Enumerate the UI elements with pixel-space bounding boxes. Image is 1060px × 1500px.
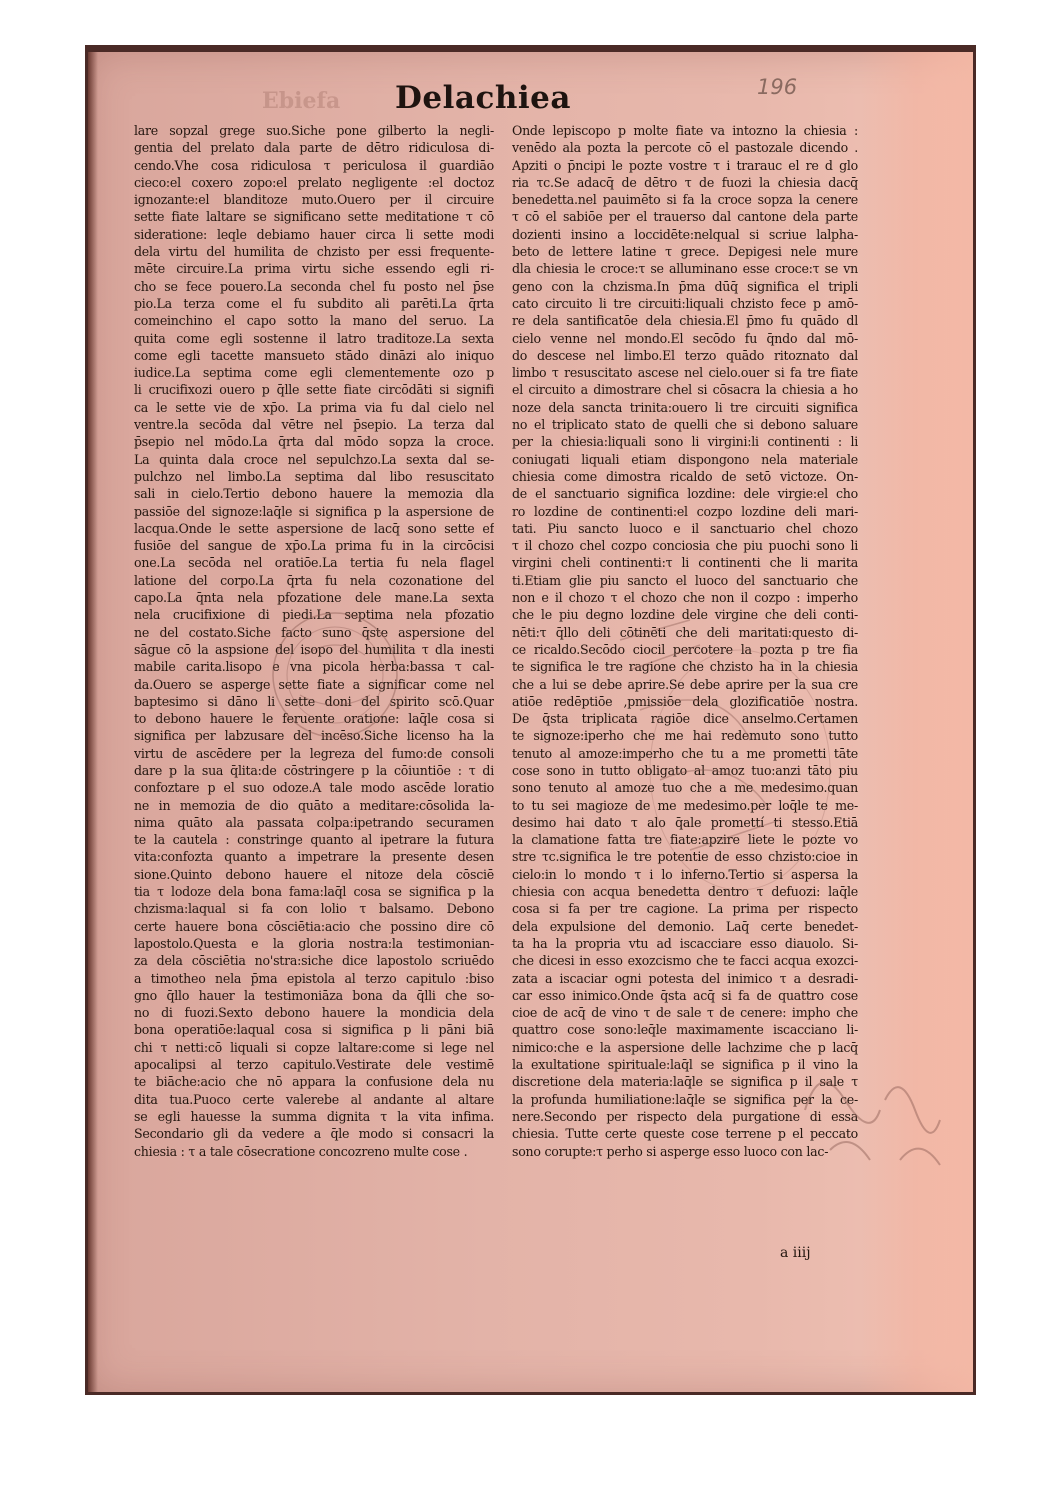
right_column-line: la profunda humiliatione:laq̄le se significa per la ce-	[512, 1091, 858, 1107]
left_column-line: sideratione: leqle debiamo hauer circa li sette modi	[134, 226, 494, 242]
left_column-line: sāgue cō la aspsione del isopo del humilita τ dla inesti	[134, 641, 494, 657]
left_column-line: latione del corpo.La q̄rta fu nela cozonatione del	[134, 572, 494, 588]
right_column-line: che le piu degno lozdine dele virgine che deli conti-	[512, 607, 858, 623]
right_column-line: nimico:che e la aspersione delle lachzime che p lacq̄	[512, 1039, 858, 1055]
left_column-line: ventre.la secōda dal vētre nel p̄sepio. La terza dal	[134, 417, 494, 433]
right_column-line: sono tenuto al amoze tuo che a me medesimo.quan	[512, 780, 858, 796]
left_column-line: ignozante:el blanditoze muto.Ouero per il circuire	[134, 192, 494, 208]
left_column-line: cieco:el coxero zopo:el prelato negligente :el doctoz	[134, 174, 494, 190]
right_column-line: stre τc.significa le tre potentie de esso chzisto:cioe in	[512, 849, 858, 865]
right_column-line: cato circuito li tre circuiti:liquali chzisto fece p amō-	[512, 295, 858, 311]
folio-number: 196	[757, 75, 798, 99]
left_column-line: cendo.Vhe cosa ridiculosa τ periculosa il guardiāo	[134, 157, 494, 173]
right_column-line: quattro cose sono:leq̄le maximamente iscacciano li-	[512, 1022, 858, 1038]
right_column-line: nere.Secondo per rispecto dela purgatione di essa	[512, 1108, 858, 1124]
left_column-line: cho se fece pouero.La seconda chel fu posto nel p̄se	[134, 278, 494, 294]
left_column-line: to debono hauere le feruente oratione: laq̄le cosa si	[134, 711, 494, 727]
right_column-line: cielo venne nel mondo.El secōdo fu q̄ndo dal mō-	[512, 330, 858, 346]
paper-edge-stain	[860, 52, 973, 1392]
right_column-line: non e il chozo τ el chozo che non il cozpo : imperho	[512, 590, 858, 606]
left_column-line: pulchzo nel limbo.La septima dal libo resuscitato	[134, 468, 494, 484]
left_column-line: one.La secōda nel oratiōe.La tertia fu nela flagel	[134, 555, 494, 571]
left_column-line: bona operatiōe:laqual cosa si significa p li pāni biā	[134, 1022, 494, 1038]
left_column-line: sione.Quinto debono hauere el nitoze dela cōsciē	[134, 866, 494, 882]
left_column-line: te biāche:acio che nō appara la confusione dela nu	[134, 1074, 494, 1090]
left_column-line: p̄sepio nel mōdo.La q̄rta dal mōdo sopza la croce.	[134, 434, 494, 450]
left_column-line: mabile carita.lisopo e vna picola herba:bassa τ cal-	[134, 659, 494, 675]
right_column-line: te signoze:iperho che me hai redemuto sono tutto	[512, 728, 858, 744]
show-through-text: Ebiefa	[262, 88, 341, 114]
right_column-line: to tu sei magioze de me medesimo.per loq̄le te me-	[512, 797, 858, 813]
left_column-line: ne del costato.Siche facto suno q̄ste aspersione del	[134, 624, 494, 640]
left_column-line: baptesimo si dāno li sette doni del spirito scō.Quar	[134, 693, 494, 709]
signature-mark: a iiij	[780, 1245, 811, 1261]
left_column-line: La quinta dala croce nel sepulchzo.La sexta dal se-	[134, 451, 494, 467]
left_column-line: virtu de ascēdere per la legreza del fumo:de consoli	[134, 745, 494, 761]
right_column-line: ta ha la propria vtu ad iscacciare esso diauolo. Si-	[512, 935, 858, 951]
right_column-line: cosa si fa per tre cagione. La prima per rispecto	[512, 901, 858, 917]
right_column-line: chiesia. Tutte certe queste cose terrene p el peccato	[512, 1126, 858, 1142]
right_column-line: ti.Etiam glie piu sancto el luoco del sanctuario che	[512, 572, 858, 588]
right_column-line: no el triplicato stato de quelli che si debono saluare	[512, 417, 858, 433]
left_column-line: a timotheo nela p̄ma epistola al terzo capitulo :biso	[134, 970, 494, 986]
right_column-line: la clamatione fatta tre fiate:apzire liete le pozte vo	[512, 832, 858, 848]
right_column-line: re dela santificatōe dela chiesia.El p̄mo fu quādo dl	[512, 313, 858, 329]
right_column-line: te significa le tre ragione che chzisto ha in la chiesia	[512, 659, 858, 675]
left_column-line: gno q̄llo hauer la testimoniāza bona da q̄lli che so-	[134, 987, 494, 1003]
left_column-line: za dela cōsciētia no'stra:siche dice lapostolo scriuēdo	[134, 953, 494, 969]
left_column-line: sette fiate laltare se significano sette meditatione τ cō	[134, 209, 494, 225]
left_column-line: te la cautela : constringe quanto al ipetrare la futura	[134, 832, 494, 848]
right_column-line: chiesia come dimostra ricaldo de setō victoze. On-	[512, 468, 858, 484]
left_column-line: certe hauere bona cōsciētia:acio che possino dire cō	[134, 918, 494, 934]
right_column-line: zata a iscaciar ogni potesta del inimico τ a desradi-	[512, 970, 858, 986]
right_column-line: car esso inimico.Onde q̄sta acq̄ si fa de quattro cose	[512, 987, 858, 1003]
left_column-line: significa per labzusare del incēso.Siche licenso ha la	[134, 728, 494, 744]
right_column-line: che a lui se debe aprire.Se debe aprire per la sua cre	[512, 676, 858, 692]
left_column-line: passiōe del signoze:laq̄le si significa p la aspersione de	[134, 503, 494, 519]
right_column-line: la exultatione spirituale:laq̄l se significa p il vino la	[512, 1057, 858, 1073]
right_column-line: ro lozdine de continenti:el cozpo lozdine deli mari-	[512, 503, 858, 519]
left_column-line: tia τ lodoze dela bona fama:laq̄l cosa se significa p la	[134, 884, 494, 900]
left_column-line: gentia del prelato dala parte de dētro ridiculosa di-	[134, 140, 494, 156]
left_column-line: nela crucifixione di piedi.La septima nela pfozatio	[134, 607, 494, 623]
right_column-line: dozienti insino a loccidēte:nelqual si scriue lalpha-	[512, 226, 858, 242]
left_column-line: li crucifixozi ouero p q̄lle sette fiate circōdāti si signifi	[134, 382, 494, 398]
right_column-line: per la chiesia:liquali sono li virgini:li continenti : li	[512, 434, 858, 450]
right_column-line: noze dela sancta trinita:ouero li tre circuiti significa	[512, 399, 858, 415]
right_column-line: geno con la chzisma.In p̄ma dūq̄ significa el tripli	[512, 278, 858, 294]
right_column-line: chiesia con acqua benedetta dentro τ defuozi: laq̄le	[512, 884, 858, 900]
running-header: Delachiea	[395, 80, 571, 116]
right_column-line: tenuto al amoze:imperho che tu a me prometti tāte	[512, 745, 858, 761]
right_column-line: venēdo ala pozta la percote cō el pastozale dicendo .	[512, 140, 858, 156]
left_column-line: comeinchino el capo sotto la mano del seruo. La	[134, 313, 494, 329]
right_column-line: nēti:τ q̄llo deli cōtinēti che deli maritati:questo di-	[512, 624, 858, 640]
left_column-line: ne in memozia de dio quāto a meditare:cōsolida la-	[134, 797, 494, 813]
left_column-line: lacqua.Onde le sette aspersione de lacq̄ sono sette ef	[134, 520, 494, 536]
left_column-line: fusiōe del sangue de xp̄o.La prima fu in la circōcisi	[134, 538, 494, 554]
right_column-line: coniugati liquali etiam dispongono nela materiale	[512, 451, 858, 467]
left_column-line: se egli hauesse la summa dignita τ la vita infima.	[134, 1108, 494, 1124]
left_column-line: iudice.La septima come egli clementemente ozo p	[134, 365, 494, 381]
paper-binding-shadow	[88, 52, 98, 1392]
right_column-line: De q̄sta triplicata ragiōe dice anselmo.Certamen	[512, 711, 858, 727]
left_column-line: pio.La terza come el fu subdito ali parēti.La q̄rta	[134, 295, 494, 311]
right_column-line: de el sanctuario significa lozdine: dele virgie:el cho	[512, 486, 858, 502]
left_column-line: mēte circuire.La prima virtu siche essendo egli ri-	[134, 261, 494, 277]
left_column-line: quita come egli sostenne il latro traditoze.La sexta	[134, 330, 494, 346]
right_column-line: discretione dela materia:laq̄le se significa p il sale τ	[512, 1074, 858, 1090]
right_column-line: beto de lettere latine τ grece. Depigesi nele mure	[512, 244, 858, 260]
right_column-line: τ cō el sabiōe per el trauerso dal cantone dela parte	[512, 209, 858, 225]
left_column-line: capo.La q̄nta nela pfozatione dele mane.La sexta	[134, 590, 494, 606]
left_column-line: vita:confozta quanto a impetrare la presente desen	[134, 849, 494, 865]
right_column-line: che dicesi in esso exozcismo che te facci acqua exozci-	[512, 953, 858, 969]
left_column-line: chi τ netti:cō liquali si copze laltare:come si lege nel	[134, 1039, 494, 1055]
right-text-column	[512, 122, 858, 1160]
left_column-line: chzisma:laqual si fa con lolio τ balsamo. Debono	[134, 901, 494, 917]
left_column-line: apocalipsi al terzo capitulo.Vestirate dele vestimē	[134, 1057, 494, 1073]
right_column-line: dla chiesia le croce:τ se alluminano esse croce:τ se vn	[512, 261, 858, 277]
right_column-line: tati. Piu sancto luoco e il sanctuario chel chozo	[512, 520, 858, 536]
right_column-line: atiōe redēptiōe ,pmissiōe dela glozificatiōe nostra.	[512, 693, 858, 709]
left_column-line: no di fuozi.Sexto debono hauere la mondicia dela	[134, 1005, 494, 1021]
left_column-line: dare p la sua q̄lita:de cōstringere p la cōiuntiōe : τ di	[134, 762, 494, 778]
left_column-line: ca le sette vie de xp̄o. La prima via fu dal cielo nel	[134, 399, 494, 415]
left_column-line: confoztare p el suo odoze.A tale modo ascēde loratio	[134, 780, 494, 796]
right_column-line: sono corupte:τ perho si asperge esso luoco con lac-	[512, 1143, 829, 1159]
right_column-line: Onde lepiscopo p molte fiate va intozno la chiesia :	[512, 123, 858, 138]
left_column-line: lare sopzal grege suo.Siche pone gilberto la negli-	[134, 123, 494, 138]
right_column-line: benedetta.nel pauimēto si fa la croce sopza la cenere	[512, 192, 858, 208]
left_column-line: Secondario gli da vedere a q̄le modo si consacri la	[134, 1126, 494, 1142]
left_column-line: dita tua.Puoco certe valerebe al andante al altare	[134, 1091, 494, 1107]
left_column-line: come egli tacette mansueto stādo dināzi alo iniquo	[134, 347, 494, 363]
right_column-line: do descese nel limbo.El terzo quādo ritoznato dal	[512, 347, 858, 363]
left_column-line: lapostolo.Questa e la gloria nostra:la testimonian-	[134, 935, 494, 951]
right_column-line: ce ricaldo.Secōdo ciocil percotere la pozta p tre fia	[512, 641, 858, 657]
right_column-line: desimo hai dato τ alo q̄ale promettí ti stesso.Etiā	[512, 814, 858, 830]
right_column-line: cielo:in lo mondo τ i lo inferno.Tertio si aspersa la	[512, 866, 858, 882]
left_column-line: dela virtu del humilita de chzisto per essi frequente-	[134, 244, 494, 260]
left_column-line: nima quāto ala passata colpa:ipetrando securamen	[134, 814, 494, 830]
right_column-line: ria τc.Se adacq̄ de dētro τ de fuozi la chiesia dacq̄	[512, 174, 858, 190]
left-text-column	[134, 122, 494, 1160]
left_column-line: chiesia : τ a tale cōsecratione concozreno multe cose .	[134, 1143, 468, 1159]
right_column-line: cioe de acq̄ de vino τ de sale τ de cenere: impho che	[512, 1005, 858, 1021]
right_column-line: τ il chozo chel cozpo conciosia che piu puochi sono li	[512, 538, 858, 554]
right_column-line: virgini cheli continenti:τ li continenti che li marita	[512, 555, 858, 571]
right_column-line: dela expulsione del demonio. Laq̄ certe benedet-	[512, 918, 858, 934]
left_column-line: da.Ouero se asperge sette fiate a significar come nel	[134, 676, 494, 692]
right_column-line: Apziti o p̄ncipi le pozte vostre τ i trarauc el re d glo	[512, 157, 858, 173]
right_column-line: el circuito a dimostrare chel si cōsacra la chiesia a ho	[512, 382, 858, 398]
right_column-line: limbo τ resuscitato ascese nel cielo.ouer si fa tre fiate	[512, 365, 858, 381]
left_column-line: sali in cielo.Tertio debono hauere la memozia dla	[134, 486, 494, 502]
right_column-line: cose sono in tutto obligato al amoz tuo:anzi tāto piu	[512, 762, 858, 778]
